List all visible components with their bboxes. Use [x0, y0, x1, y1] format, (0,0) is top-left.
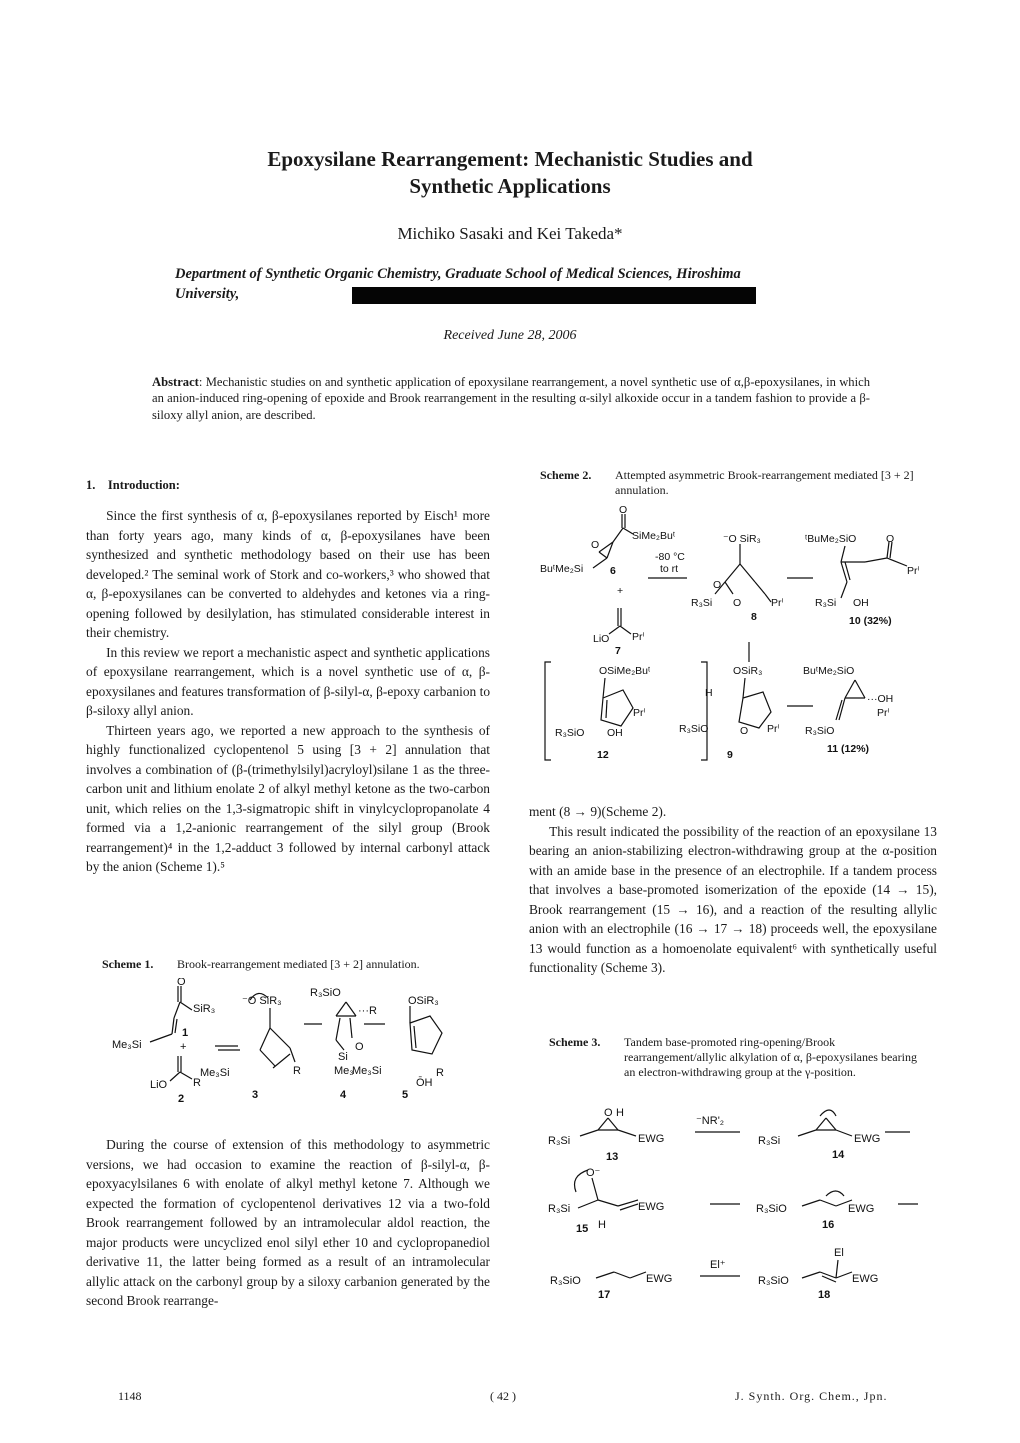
paragraph: During the course of extension of this methodology to asymmetric versions, we had occasion to examine the reaction of β-silyl-α, β-epoxyacylsilanes 6 with enolate of alkyl methyl ketone 7. Although we expected the formation of cyclopentenol derivatives 12 via a two-fold Brook rearrangement followed by an intramolecular aldol reaction, the major products were uncyclized enol silyl ether 10 and cyclopropanediol derivative 11, the latter being formed as a result of an intramolecular allylic attack on the carbonyl group by a siloxy carbanion generated by the second Brook rearrange- [86, 1137, 490, 1308]
scheme2-text: O [886, 533, 895, 545]
scheme1-text: + [180, 1041, 187, 1053]
scheme2-text: R₃SiO [679, 723, 709, 735]
scheme1-text: LiO [150, 1079, 168, 1091]
received-date: Received June 28, 2006 [443, 328, 577, 343]
scheme3-text: R₃Si [758, 1135, 781, 1147]
scheme2-text: O [740, 725, 749, 737]
scheme1-text: ⁻O SiR₃ [242, 995, 282, 1007]
scheme3-text: EWG [848, 1203, 875, 1215]
compound-number: 13 [606, 1151, 619, 1163]
scheme2-text: H [705, 687, 713, 699]
scheme2-text: Prⁱ [767, 723, 780, 735]
scheme2-text: SiMe₂Buᵗ [632, 530, 676, 542]
left-column-text [86, 506, 490, 877]
compound-number: 10 (32%) [849, 615, 892, 627]
right-column-text [529, 802, 937, 978]
scheme2-text: Prⁱ [877, 707, 890, 719]
scheme3-text: O⁻ [586, 1167, 601, 1179]
left-column-text-2 [86, 1135, 490, 1311]
abstract-label: Abstract [152, 375, 199, 389]
scheme2-text: R₃Si [815, 597, 837, 609]
scheme3-text: El⁺ [710, 1259, 726, 1271]
scheme1-text: R₃SiO [310, 987, 341, 999]
page-index: ( 42 ) [490, 1389, 516, 1403]
scheme3-text: EWG [638, 1201, 665, 1213]
compound-number: 17 [598, 1289, 611, 1301]
scheme1-text: Me₃ [334, 1065, 354, 1077]
compound-number: 9 [727, 749, 733, 761]
redaction-bar [352, 287, 756, 304]
compound-number: 15 [576, 1223, 589, 1235]
scheme1-text: OSiR₃ [408, 995, 439, 1007]
scheme3-text: H [598, 1219, 606, 1231]
scheme3-figure [540, 1100, 925, 1315]
compound-number: 5 [402, 1089, 409, 1101]
compound-number: 4 [340, 1089, 347, 1101]
scheme2-text: LiO [593, 633, 610, 645]
scheme2-caption-text: Attempted asymmetric Brook-rearrangement mediated [3 + 2] annulation. [615, 468, 914, 497]
title-line-1: Epoxysilane Rearrangement: Mechanistic Studies and [267, 147, 753, 171]
compound-number: 14 [832, 1149, 845, 1161]
scheme1-text: ŌH [416, 1077, 433, 1089]
scheme3-text: H [616, 1107, 624, 1119]
scheme3-text: R₃Si [548, 1135, 571, 1147]
affiliation-line-1: Department of Synthetic Organic Chemistry, Graduate School of Medical Sciences, Hiroshima [175, 266, 741, 282]
scheme3-text: EWG [854, 1133, 881, 1145]
section-heading: 1. Introduction: [86, 478, 180, 492]
scheme1-text: ···R [358, 1005, 377, 1017]
scheme2-text: R₃Si [691, 597, 713, 609]
scheme1-text: O [177, 978, 186, 988]
compound-number: 16 [822, 1219, 835, 1231]
scheme3-text: ⁻NR'₂ [696, 1115, 725, 1127]
scheme2-text: OH [853, 597, 869, 609]
scheme1-text: R [436, 1067, 444, 1079]
compound-number: 7 [615, 645, 621, 657]
paragraph: In this review we report a mechanistic aspect and synthetic applications of epoxysilane rearrangement, which is a novel synthetic use of α, β-epoxysilanes and features transformation of β-silyl-α, β-epoxy carbanion to β-siloxy allyl anion. [86, 644, 491, 718]
scheme1-caption-text: Brook-rearrangement mediated [3 + 2] annulation. [177, 957, 420, 971]
scheme1-text: Me₃Si [200, 1067, 230, 1079]
abstract [152, 374, 870, 423]
paragraph: Since the first synthesis of α, β-epoxysilanes reported by Eisch¹ more than forty years ago, many kinds of α, β-epoxysilanes have been synthesized and synthetic methodology based on their use has been developed.² The seminal work of Stork and co-workers,³ who showed that α, β-epoxysilanes can be converted to aldehydes and ketones via a ring-opening followed by desilylation, has stimulated considerable interest in their chemistry. [86, 508, 490, 640]
scheme2-text: OSiMe₂Buᵗ [599, 665, 651, 677]
scheme2-text: to rt [660, 563, 679, 575]
affiliation-line-2: University, [175, 286, 240, 302]
scheme2-text: O [619, 504, 628, 516]
authors: Michiko Sasaki and Kei Takeda* [397, 224, 623, 243]
scheme1-caption [102, 957, 482, 972]
scheme2-text: Prⁱ [907, 565, 920, 577]
scheme3-text: EWG [646, 1273, 673, 1285]
compound-number: 6 [610, 565, 616, 577]
compound-number: 11 (12%) [827, 743, 870, 755]
scheme3-caption-text: Tandem base-promoted ring-opening/Brook rearrangement/allylic alkylation of α, β-epoxysilanes bearing an electron-withdrawing group at the γ-position. [624, 1035, 917, 1079]
scheme2-text: Prⁱ [633, 707, 646, 719]
scheme3-text: EWG [852, 1273, 879, 1285]
scheme2-text: Prⁱ [771, 597, 784, 609]
scheme2-text: BuᵗMe₂Si [540, 563, 584, 575]
scheme2-text: ···OH [867, 693, 894, 705]
scheme1-text: O [355, 1041, 364, 1053]
paper-title [100, 146, 920, 200]
compound-number: 8 [751, 611, 757, 623]
scheme1-figure [100, 978, 485, 1113]
scheme1-text: Si [338, 1051, 348, 1063]
scheme2-text: Prⁱ [632, 631, 645, 643]
compound-number: 12 [597, 749, 609, 761]
scheme2-caption [540, 468, 930, 498]
compound-number: 2 [178, 1093, 185, 1105]
scheme2-text: R₃SiO [805, 725, 835, 737]
scheme2-text: R₃SiO [555, 727, 585, 739]
scheme3-caption [549, 1035, 919, 1080]
compound-number: 3 [252, 1089, 259, 1101]
scheme2-text: ⁻O SiR₃ [723, 533, 761, 545]
scheme2-text: OSiR₃ [733, 665, 763, 677]
scheme2-label: Scheme 2. [540, 468, 592, 482]
scheme2-text: O [733, 597, 742, 609]
scheme2-text: OH [607, 727, 623, 739]
paragraph: Thirteen years ago, we reported a new approach to the synthesis of highly functionalized cyclopentenol 5 using [3 + 2] annulation that involves a combination of (β-(trimethylsilyl)acryloyl)silane 1 as the three-carbon unit and lithium enolate 2 of alkyl methyl ketone as the two-carbon unit, which relies on the 1,3-sigmatropic shift in vinylcyclopropanolate 4 formed via a 1,2-anionic rearrangement of the silyl group (Brook rearrangement)⁴ in the 1,2-adduct 3 followed by internal carbonyl attack by the anion (Scheme 1).⁵ [86, 722, 490, 874]
scheme1-text: R [193, 1077, 201, 1089]
scheme2-text: BuᵗMe₂SiO [803, 665, 855, 677]
scheme2-text: ᵗBuMe₂SiO [805, 533, 857, 545]
scheme1-text: Me₃Si [352, 1065, 382, 1077]
scheme3-text: El [834, 1247, 844, 1259]
scheme2-text: O [713, 579, 722, 591]
compound-number: 1 [182, 1027, 189, 1039]
journal-name: J. Synth. Org. Chem., Jpn. [735, 1389, 888, 1403]
scheme2-figure [515, 502, 935, 772]
compound-number: 18 [818, 1289, 831, 1301]
scheme3-text: R₃SiO [550, 1275, 581, 1287]
paragraph: This result indicated the possibility of the reaction of an epoxysilane 13 bearing an anion-stabilizing electron-withdrawing group at the α-position with an amide base in the presence of an electrophile. If a tandem process that involves a base-promoted isomerization of the epoxide (14 → 15), Brook rearrangement (15 → 16), and a reaction of the resulting allylic anion with an electrophile (16 → 17 → 18) proceeds well, the epoxysilane 13 would function as a homoenolate equivalent⁶ with synthetically useful functionality (Scheme 3). [529, 823, 937, 975]
scheme3-text: O [604, 1107, 613, 1119]
abstract-text: : Mechanistic studies on and synthetic application of epoxysilane rearrangement, a novel synthetic use of α,β-epoxysilanes, in which an anion-induced ring-opening of epoxide and Brook rearrangement in the resulting α-silyl alkoxide occur in a tandem fashion to provide a β-siloxy allyl anion, are described. [152, 375, 870, 422]
scheme3-text: R₃SiO [758, 1275, 789, 1287]
title-line-2: Synthetic Applications [409, 174, 611, 198]
scheme3-text: EWG [638, 1133, 665, 1145]
scheme2-text: O [591, 539, 600, 551]
scheme1-text: SiR₃ [193, 1003, 216, 1015]
scheme1-label: Scheme 1. [102, 957, 154, 971]
scheme3-text: R₃Si [548, 1203, 571, 1215]
scheme2-text: + [617, 585, 624, 597]
scheme1-text: R [293, 1065, 301, 1077]
scheme1-text: Me₃Si [112, 1039, 142, 1051]
page-number: 1148 [118, 1389, 142, 1403]
scheme2-text: -80 °C [655, 551, 685, 563]
scheme3-label: Scheme 3. [549, 1035, 601, 1049]
scheme3-text: R₃SiO [756, 1203, 787, 1215]
paragraph-continuation: ment (8 → 9)(Scheme 2). [529, 804, 667, 819]
